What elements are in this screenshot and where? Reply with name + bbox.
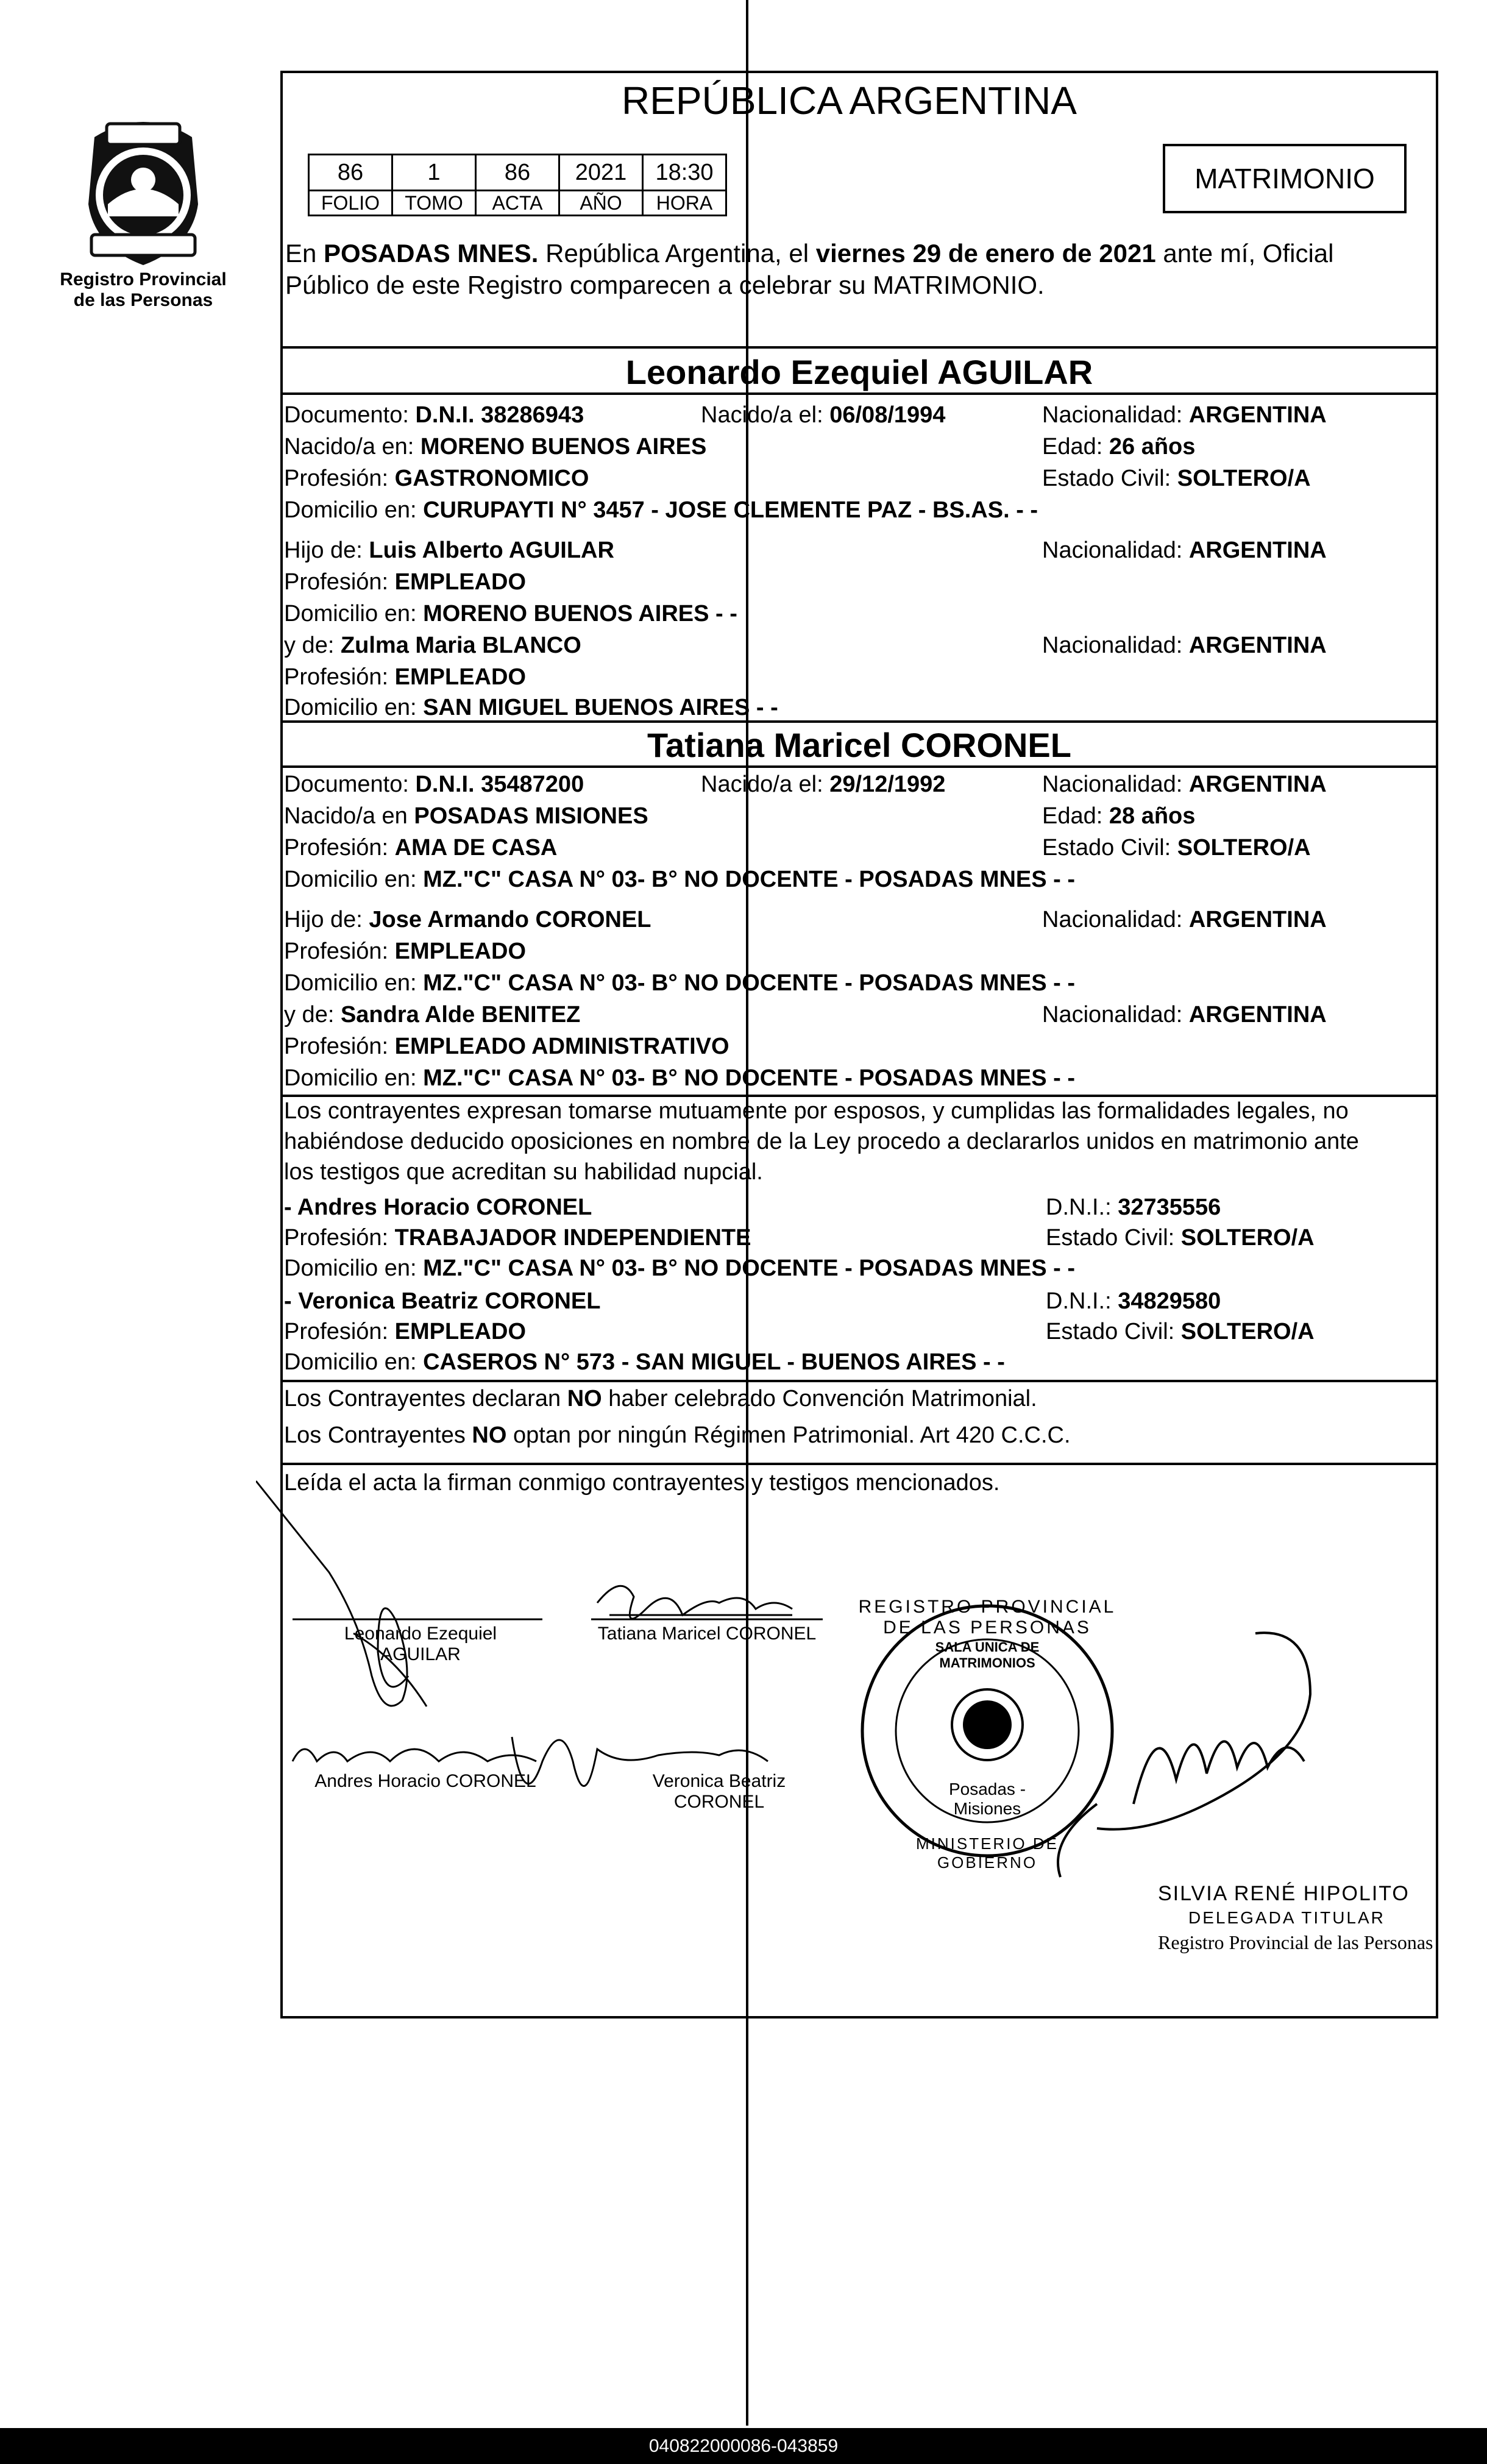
groom-birthplace: Nacido/a en: MORENO BUENOS AIRES [284, 434, 707, 460]
page-title: REPÚBLICA ARGENTINA [622, 79, 1077, 122]
divider [280, 1380, 1438, 1382]
witness-2-address: Domicilio en: CASEROS N° 573 - SAN MIGUEL - BUENOS AIRES - - [284, 1349, 1005, 1375]
closing-text: Leída el acta la firman conmigo contrayentes y testigos mencionados. [284, 1470, 1000, 1496]
seal-city-text: Posadas - Misiones [948, 1780, 1026, 1818]
groom-age: Edad: 26 años [1042, 434, 1196, 460]
seal-outer-text: REGISTRO PROVINCIAL DE LAS PERSONAS [858, 1597, 1116, 1638]
bride-age: Edad: 28 años [1042, 803, 1196, 829]
bride-name: Tatiana Maricel CORONEL [647, 726, 1071, 764]
official-org: Registro Provincial de las Personas [1158, 1931, 1433, 1953]
divider [280, 1463, 1438, 1465]
groom-father-nationality: Nacionalidad: ARGENTINA [1042, 538, 1327, 563]
bride-profession: Profesión: AMA DE CASA [284, 835, 558, 861]
divider [280, 392, 1438, 395]
official-signature [1024, 1621, 1389, 1901]
agreement-convention: Los Contrayentes declaran NO haber celebrado Convención Matrimonial. [284, 1386, 1037, 1411]
record-table [308, 154, 727, 216]
official-role: DELEGADA TITULAR [1188, 1908, 1385, 1927]
bride-mother-nationality: Nacionalidad: ARGENTINA [1042, 1002, 1327, 1028]
groom-nationality: Nacionalidad: ARGENTINA [1042, 402, 1327, 428]
groom-father-profession: Profesión: EMPLEADO [284, 569, 527, 595]
groom-signature-label: Leonardo Ezequiel AGUILAR [344, 1624, 497, 1664]
groom-address: Domicilio en: CURUPAYTI N° 3457 - JOSE CLEMENTE PAZ - BS.AS. - - [284, 497, 1038, 523]
witness-1-dni: D.N.I.: 32735556 [1046, 1195, 1221, 1220]
bride-birthplace: Nacido/a en POSADAS MISIONES [284, 803, 648, 829]
witness-1-profession: Profesión: TRABAJADOR INDEPENDIENTE [284, 1225, 751, 1251]
groom-mother-nationality: Nacionalidad: ARGENTINA [1042, 633, 1327, 658]
bride-father-address: Domicilio en: MZ."C" CASA N° 03- B° NO DOCENTE - POSADAS MNES - - [284, 970, 1076, 996]
bride-civil-status: Estado Civil: SOLTERO/A [1042, 835, 1311, 861]
bride-father-profession: Profesión: EMPLEADO [284, 939, 527, 964]
record-type-box: MATRIMONIO [1163, 144, 1407, 213]
bride-address: Domicilio en: MZ."C" CASA N° 03- B° NO DOCENTE - POSADAS MNES - - [284, 867, 1076, 892]
folio-label: FOLIO [309, 191, 392, 216]
groom-civil-status: Estado Civil: SOLTERO/A [1042, 466, 1311, 491]
groom-father: Hijo de: Luis Alberto AGUILAR [284, 538, 614, 563]
bride-mother: y de: Sandra Alde BENITEZ [284, 1002, 581, 1028]
bride-nationality: Nacionalidad: ARGENTINA [1042, 772, 1327, 797]
divider [280, 765, 1438, 768]
bride-father-nationality: Nacionalidad: ARGENTINA [1042, 907, 1327, 932]
witness-2-name: - Veronica Beatriz CORONEL [284, 1288, 601, 1314]
bride-born: Nacido/a el: 29/12/1992 [701, 772, 946, 797]
footer-code: 040822000086-043859 [0, 2428, 1487, 2464]
bride-father: Hijo de: Jose Armando CORONEL [284, 907, 651, 932]
official-name: SILVIA RENÉ HIPOLITO [1158, 1882, 1410, 1905]
agreement-regime: Los Contrayentes NO optan por ningún Régimen Patrimonial. Art 420 C.C.C. [284, 1422, 1071, 1448]
acta-label: ACTA [476, 191, 559, 216]
groom-profession: Profesión: GASTRONOMICO [284, 466, 589, 491]
bride-mother-address: Domicilio en: MZ."C" CASA N° 03- B° NO DOCENTE - POSADAS MNES - - [284, 1065, 1076, 1091]
groom-mother-address: Domicilio en: SAN MIGUEL BUENOS AIRES - - [284, 695, 778, 720]
witness-2-signature-label: Veronica Beatriz CORONEL [652, 1771, 786, 1812]
seal-bottom-text: MINISTERIO DE GOBIERNO [915, 1834, 1059, 1872]
tomo-value: 1 [392, 155, 476, 191]
groom-father-address: Domicilio en: MORENO BUENOS AIRES - - [284, 601, 737, 627]
year-value: 2021 [559, 155, 643, 191]
divider [280, 346, 1438, 349]
groom-name: Leonardo Ezequiel AGUILAR [625, 353, 1093, 391]
witness-2-dni: D.N.I.: 34829580 [1046, 1288, 1221, 1314]
bride-signature-label: Tatiana Maricel CORONEL [597, 1624, 817, 1644]
acta-value: 86 [476, 155, 559, 191]
groom-doc: Documento: D.N.I. 38286943 [284, 402, 584, 428]
intro-line-1: En POSADAS MNES. República Argentina, el viernes 29 de enero de 2021 ante mí, Oficial [285, 239, 1334, 268]
witness-2-civil-status: Estado Civil: SOLTERO/A [1046, 1319, 1315, 1344]
hour-value: 18:30 [643, 155, 726, 191]
hour-label: HORA [643, 191, 726, 216]
witness-2-profession: Profesión: EMPLEADO [284, 1319, 527, 1344]
bride-mother-profession: Profesión: EMPLEADO ADMINISTRATIVO [284, 1034, 729, 1059]
year-label: AÑO [559, 191, 643, 216]
declaration-line-3: los testigos que acreditan su habilidad nupcial. [284, 1159, 763, 1185]
witness-1-signature-label: Andres Horacio CORONEL [314, 1771, 536, 1791]
registry-caption: Registro Provincial de las Personas [60, 269, 227, 310]
declaration-line-1: Los contrayentes expresan tomarse mutuamente por esposos, y cumplidas las formalidades legales, no [284, 1098, 1349, 1124]
intro-line-2: Público de este Registro comparecen a celebrar su MATRIMONIO. [285, 271, 1045, 299]
tomo-label: TOMO [392, 191, 476, 216]
registry-logo [70, 113, 216, 268]
groom-born: Nacido/a el: 06/08/1994 [701, 402, 946, 428]
witness-1-name: - Andres Horacio CORONEL [284, 1195, 592, 1220]
folio-value: 86 [309, 155, 392, 191]
seal-inner-text: SALA UNICA DE MATRIMONIOS [935, 1639, 1040, 1670]
witness-1-civil-status: Estado Civil: SOLTERO/A [1046, 1225, 1315, 1251]
witness-1-address: Domicilio en: MZ."C" CASA N° 03- B° NO DOCENTE - POSADAS MNES - - [284, 1255, 1076, 1281]
declaration-line-2: habiéndose deducido oposiciones en nombre de la Ley procedo a declararlos unidos en matrimonio ante [284, 1129, 1359, 1154]
bride-doc: Documento: D.N.I. 35487200 [284, 772, 584, 797]
groom-mother: y de: Zulma Maria BLANCO [284, 633, 581, 658]
groom-mother-profession: Profesión: EMPLEADO [284, 664, 527, 690]
